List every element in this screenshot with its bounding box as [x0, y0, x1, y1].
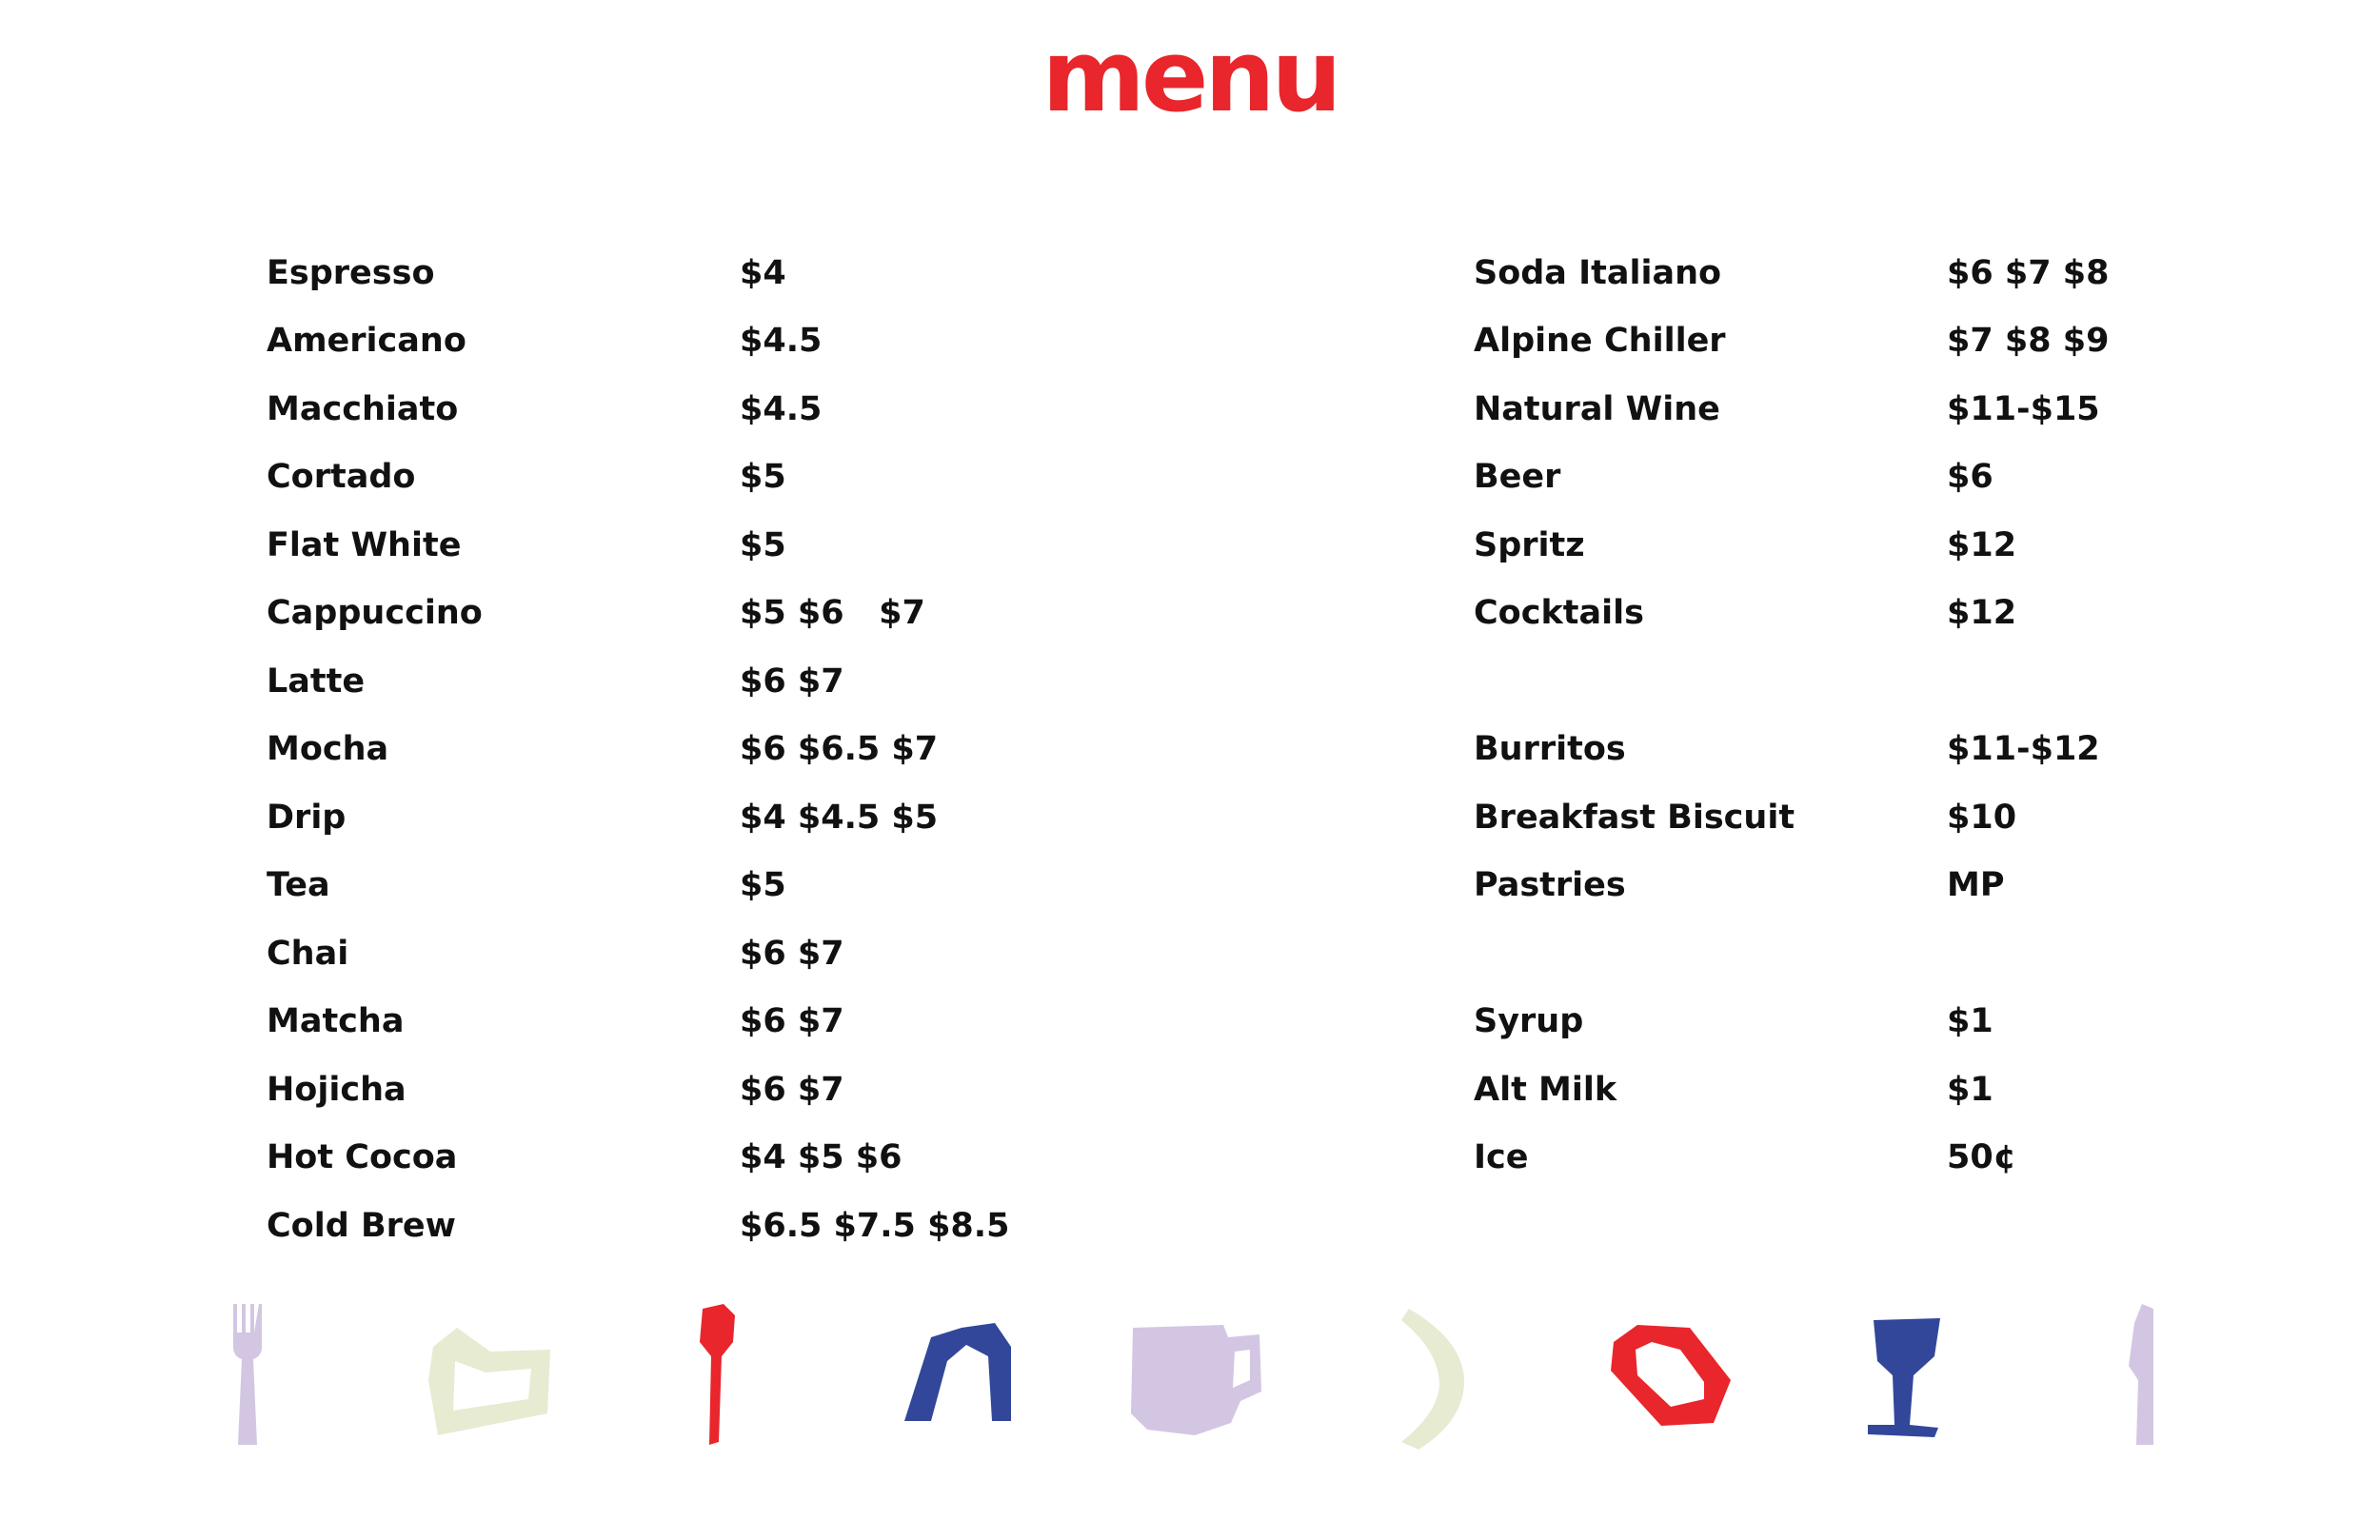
icon-row — [0, 1304, 2380, 1466]
menu-item — [267, 1061, 1123, 1118]
item-name: Cappuccino — [267, 594, 483, 632]
menu-item — [1474, 993, 2235, 1050]
menu-item — [267, 312, 1123, 369]
menu-item — [267, 857, 1123, 914]
item-price: $1 — [1947, 1002, 1993, 1040]
item-price: 50¢ — [1947, 1138, 2017, 1176]
item-price: $6 $7 — [740, 1002, 844, 1040]
item-price: $5 — [740, 866, 786, 904]
item-price: $6 $7 — [740, 1071, 844, 1109]
item-price: $6 $7 $8 — [1947, 254, 2110, 292]
item-price: $6 $6.5 $7 — [740, 730, 939, 768]
menu-item — [1474, 721, 2235, 778]
item-price: $6 — [1947, 458, 1993, 496]
item-name: Cocktails — [1474, 594, 1644, 632]
item-name: Flat White — [267, 526, 462, 564]
fork-icon — [228, 1304, 267, 1447]
menu-item — [1474, 584, 2235, 642]
item-price: $12 — [1947, 526, 2017, 564]
item-name: Tea — [267, 866, 330, 904]
item-name: Drip — [267, 799, 347, 837]
menu-item — [1474, 1129, 2235, 1186]
menu-item — [1474, 857, 2235, 914]
item-name: Hojicha — [267, 1071, 407, 1109]
menu-item — [267, 925, 1123, 982]
item-price: $6.5 $7.5 $8.5 — [740, 1207, 1010, 1245]
menu-item — [267, 993, 1123, 1050]
menu-item — [267, 1129, 1123, 1186]
menu-item — [1474, 448, 2235, 505]
item-name: Alt Milk — [1474, 1071, 1617, 1109]
item-name: Pastries — [1474, 866, 1626, 904]
item-name: Mocha — [267, 730, 389, 768]
item-name: Syrup — [1474, 1002, 1584, 1040]
menu-item — [267, 1197, 1123, 1254]
menu-title: menu — [1041, 18, 1339, 134]
menu-item — [1474, 789, 2235, 846]
menu-item — [267, 517, 1123, 574]
menu-item — [267, 448, 1123, 505]
wine-glass-icon — [1866, 1318, 1942, 1442]
item-name: Breakfast Biscuit — [1474, 799, 1795, 837]
item-price: $5 — [740, 526, 786, 564]
menu-item — [1474, 312, 2235, 369]
item-name: Alpine Chiller — [1474, 322, 1726, 360]
item-name: Cortado — [267, 458, 416, 496]
item-price: $5 — [740, 458, 786, 496]
item-price: $4 $4.5 $5 — [740, 799, 939, 837]
item-price: MP — [1947, 866, 2005, 904]
item-name: Spritz — [1474, 526, 1585, 564]
arch-icon — [904, 1318, 1014, 1423]
item-price: $5 $6 $7 — [740, 594, 925, 632]
crescent-icon — [1390, 1309, 1471, 1451]
menu-item — [1474, 381, 2235, 438]
item-name: Burritos — [1474, 730, 1626, 768]
item-price: $11-$15 — [1947, 390, 2100, 428]
item-price: $7 $8 $9 — [1947, 322, 2110, 360]
item-name: Matcha — [267, 1002, 405, 1040]
item-price: $11-$12 — [1947, 730, 2100, 768]
cheese-slice-icon — [419, 1323, 562, 1437]
mug-icon — [1128, 1323, 1266, 1437]
item-price: $10 — [1947, 799, 2017, 837]
menu-item — [267, 653, 1123, 710]
item-name: Macchiato — [267, 390, 459, 428]
item-price: $12 — [1947, 594, 2017, 632]
item-price: $4.5 — [740, 322, 823, 360]
item-name: Latte — [267, 662, 366, 701]
item-name: Beer — [1474, 458, 1561, 496]
item-price: $1 — [1947, 1071, 1993, 1109]
knife-icon — [2123, 1304, 2161, 1447]
menu-item — [1474, 245, 2235, 302]
item-name: Ice — [1474, 1138, 1529, 1176]
item-name: Americano — [267, 322, 466, 360]
menu-item — [1474, 1061, 2235, 1118]
item-price: $4 — [740, 254, 786, 292]
item-name: Hot Cocoa — [267, 1138, 458, 1176]
menu-item — [267, 721, 1123, 778]
menu-item — [267, 381, 1123, 438]
menu-item — [267, 245, 1123, 302]
item-name: Chai — [267, 935, 349, 973]
item-name: Espresso — [267, 254, 435, 292]
item-name: Soda Italiano — [1474, 254, 1722, 292]
item-name: Natural Wine — [1474, 390, 1720, 428]
menu-item — [1474, 517, 2235, 574]
ring-icon — [1609, 1323, 1733, 1428]
item-price: $6 $7 — [740, 662, 844, 701]
item-price: $6 $7 — [740, 935, 844, 973]
menu-item — [267, 789, 1123, 846]
item-price: $4.5 — [740, 390, 823, 428]
menu-item — [267, 584, 1123, 642]
item-name: Cold Brew — [267, 1207, 456, 1245]
item-price: $4 $5 $6 — [740, 1138, 902, 1176]
spoon-icon — [695, 1304, 743, 1447]
